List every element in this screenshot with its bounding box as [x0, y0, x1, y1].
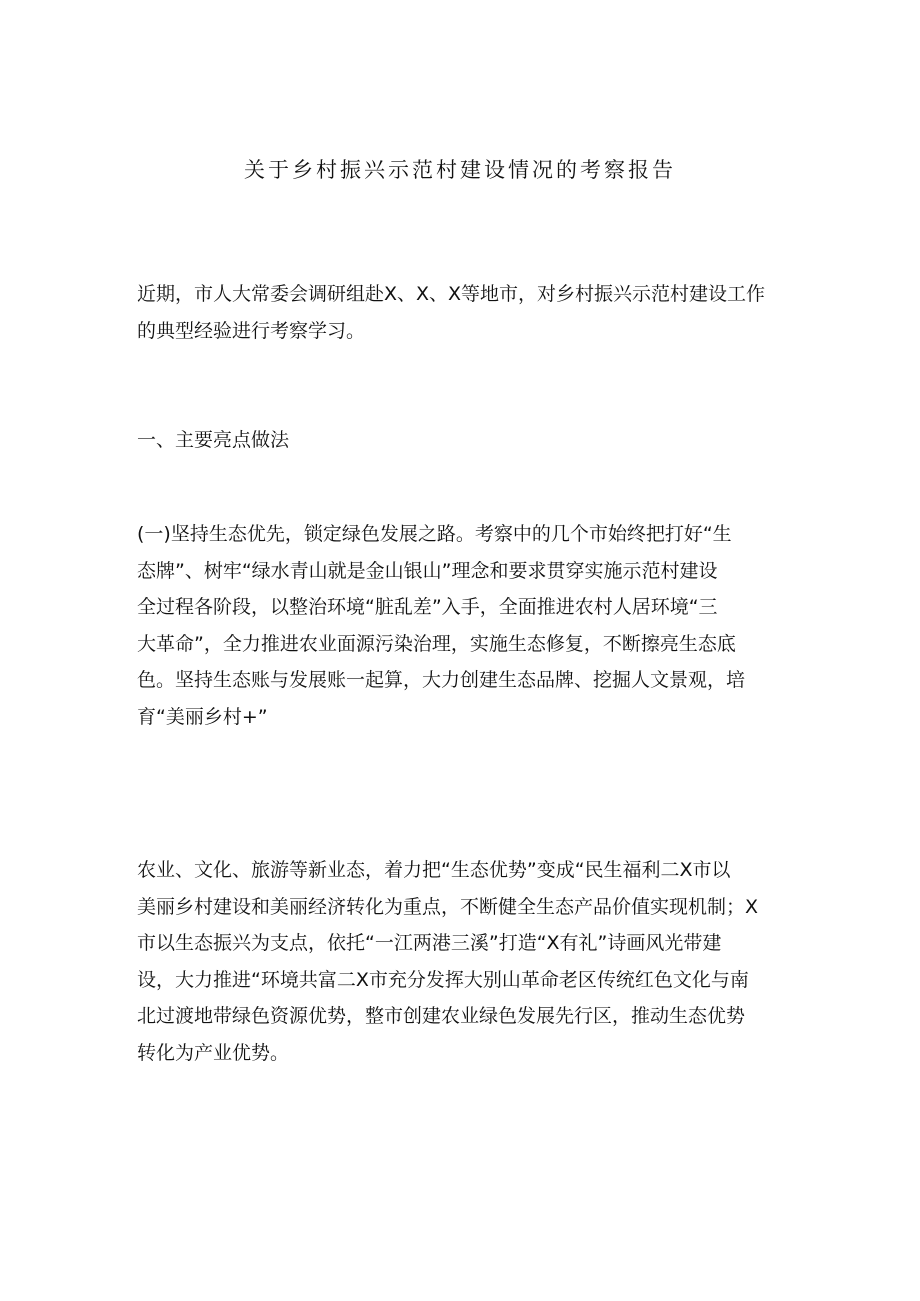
continuation-paragraph: 农业、文化、旅游等新业态，着力把“生态优势”变成“民生福利二X市以 美丽乡村建设和美丽经济转化为重点，不断健全生态产品价值实现机制；X 市以生态振兴为支点，依托“一江两港三溪”打造“X有礼”诗画风光带建 设，大力推进“环境共富二X市充分发挥大别山革命老区传统红色文化与南 北过渡地带绿色资源优势，整市创建农业绿色发展先行区，推动生态优势 转化为产业优势。 — [137, 859, 759, 1064]
section-heading: 一、主要亮点做法 — [137, 429, 290, 451]
document-title: 关于乡村振兴示范村建设情况的考察报告 — [244, 158, 676, 182]
intro-paragraph: 近期，市人大常委会调研组赴X、X、X等地市，对乡村振兴示范村建设工作 的典型经验进行考察学习。 — [137, 283, 766, 342]
subsection-paragraph: (一)坚持生态优先，锁定绿色发展之路。考察中的几个市始终把打好“生 态牌”、树牢“绿水青山就是金山银山”理念和要求贯穿实施示范村建设 全过程各阶段，以整治环境“脏乱差”入手，全面推进农村人居环境“三 大革命”，全力推进农业面源污染治理，实施生态修复，不断擦亮生态底 色。坚持生态账与发展账一起算，大力创建生态品牌、挖掘人文景观，培 育“美丽乡村+” — [137, 523, 746, 728]
